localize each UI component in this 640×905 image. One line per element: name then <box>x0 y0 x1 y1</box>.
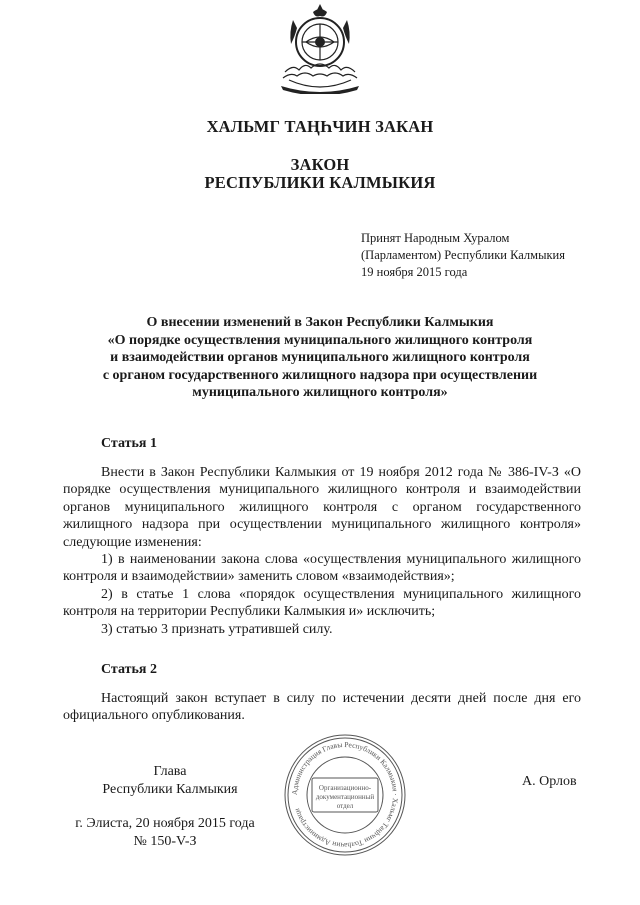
adoption-line: (Парламентом) Республики Калмыкия <box>361 248 565 262</box>
title-line: О внесении изменений в Закон Республики Калмыкия <box>146 315 494 330</box>
article-1-body <box>63 464 581 638</box>
stamp-center-text: отдел <box>336 802 354 810</box>
place-and-date <box>60 815 270 851</box>
place-date-line: г. Элиста, 20 ноября 2015 года <box>75 816 255 831</box>
position-line: Глава <box>153 764 187 779</box>
title-line: и взаимодействии органов муниципального жилищного контроля <box>110 350 530 365</box>
coat-of-arms-emblem <box>275 2 365 94</box>
signatory-name: А. Орлов <box>522 774 577 789</box>
adoption-line: Принят Народным Хуралом <box>361 231 510 245</box>
republic-heading: РЕСПУБЛИКИ КАЛМЫКИЯ <box>204 173 436 192</box>
title-line: «О порядке осуществления муниципального жилищного контроля <box>107 332 533 348</box>
article-2-text: Настоящий закон вступает в силу по истечении десяти дней после дня его официального опубликования. <box>63 691 581 724</box>
adoption-note <box>361 230 621 281</box>
law-heading: ЗАКОН <box>290 155 350 174</box>
article-1-heading: Статья 1 <box>101 436 157 451</box>
article-1-item: 2) в статье 1 слова «порядок осуществления муниципального жилищного контроля на территории Республики Калмыкия и» исключить; <box>63 586 581 620</box>
article-2-body <box>63 690 581 725</box>
signatory-position <box>90 763 250 799</box>
adoption-date: 19 ноября 2015 года <box>361 265 468 279</box>
kalmyk-law-title: ХАЛЬМГ ТАҢҺЧИН ЗАКАН <box>206 117 434 136</box>
article-2-heading: Статья 2 <box>101 662 157 677</box>
article-1-item: 3) статью 3 признать утратившей силу. <box>101 621 333 637</box>
law-number: № 150-V-З <box>133 834 197 849</box>
article-1-intro: Внести в Закон Республики Калмыкия от 19 ноября 2012 года № 386-IV-З «О порядке осуществления муниципального жилищного контроля и взаимодействии органов муниципального жилищного контроля с органом государственного жилищного надзора при осуществлении муниципального жилищного контроля» следующие изменения: <box>63 465 581 550</box>
stamp-center-text: Организационно- <box>318 784 372 792</box>
article-1-item: 1) в наименовании закона слова «осуществления муниципального жилищного контроля и взаимодействии» заменить словом «взаимодействия»; <box>63 552 581 585</box>
stamp-ring-text: Администрация Главы Республики Калмыкия · Хальмг Таңһчин Толһачин Администраци <box>289 739 401 851</box>
title-line: муниципального жилищного контроля» <box>192 385 448 400</box>
position-line: Республики Калмыкия <box>102 782 238 797</box>
stamp-center-text: документационный <box>315 793 375 801</box>
title-line: с органом государственного жилищного надзора при осуществлении <box>102 367 538 383</box>
law-title <box>80 314 560 402</box>
official-stamp <box>280 730 410 860</box>
